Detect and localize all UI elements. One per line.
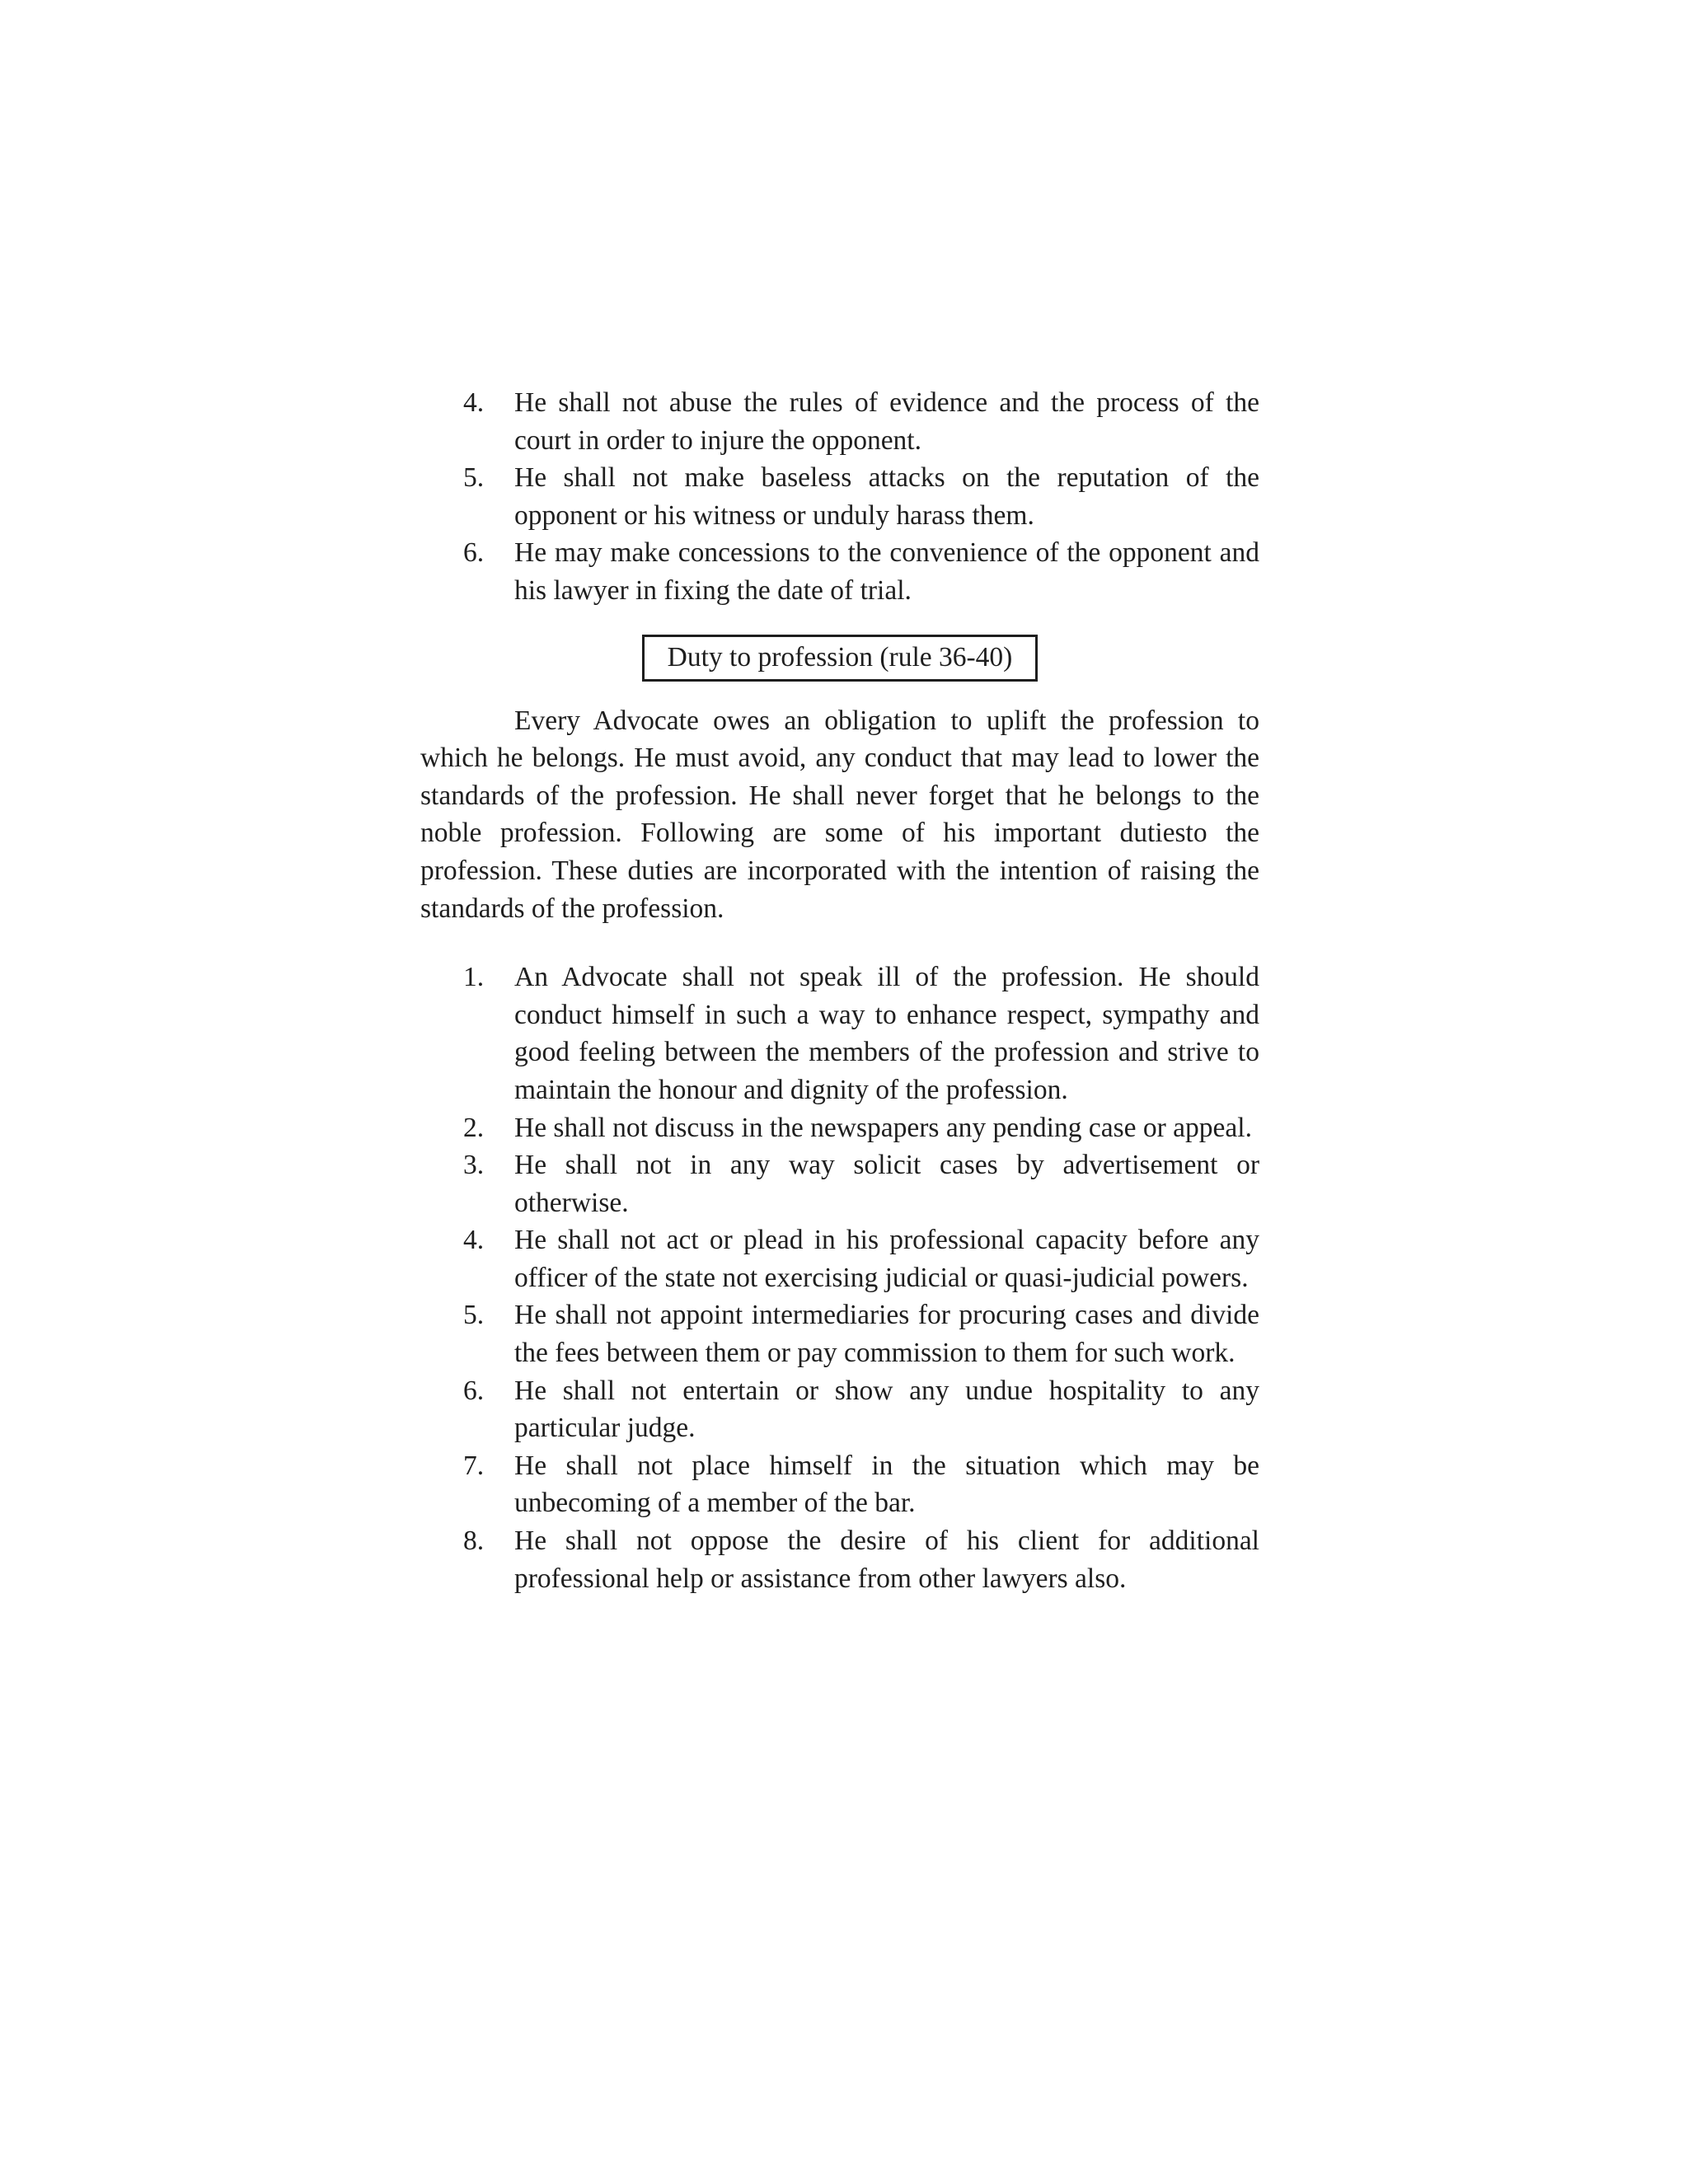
- list-item: [420, 384, 1259, 459]
- list-item-text: He shall not make baseless attacks on the reputation of the opponent or his witness or unduly harass them.: [514, 462, 1259, 531]
- profession-duties-list: [420, 958, 1259, 1597]
- list-item-text: He shall not discuss in the newspapers any pending case or appeal.: [514, 1112, 1252, 1143]
- list-item-number: 3.: [463, 1150, 485, 1181]
- list-item-text: He shall not abuse the rules of evidence and the process of the court in order to injure the opponent.: [514, 387, 1259, 456]
- list-item-number: 4.: [463, 387, 485, 418]
- document-page: [420, 384, 1259, 1597]
- list-item: [420, 459, 1259, 534]
- list-item: [420, 1221, 1259, 1296]
- list-item-text: He shall not oppose the desire of his client for additional professional help or assistance from other lawyers also.: [514, 1526, 1259, 1594]
- list-item: [420, 1522, 1259, 1597]
- intro-paragraph: Every Advocate owes an obligation to uplift the profession to which he belongs. He must avoid, any conduct that may lead to lower the standards of the profession. He shall never forget that he belongs to the noble profession. Following are some of his important dutiesto the profession. These duties are incorporated with the intention of raising the standards of the profession.: [420, 705, 1259, 924]
- list-item-text: He shall not appoint intermediaries for procuring cases and divide the fees between them or pay commission to them for such work.: [514, 1300, 1259, 1369]
- list-item-text: He may make concessions to the convenience of the opponent and his lawyer in fixing the date of trial.: [514, 537, 1259, 606]
- list-item: [420, 534, 1259, 609]
- list-item-number: 8.: [463, 1526, 485, 1557]
- list-item-number: 6.: [463, 537, 485, 569]
- list-item-text: He shall not entertain or show any undue hospitality to any particular judge.: [514, 1375, 1259, 1444]
- list-item-text: He shall not act or plead in his professional capacity before any officer of the state not exercising judicial or quasi-judicial powers.: [514, 1225, 1259, 1293]
- opponent-duties-list: [420, 384, 1259, 610]
- list-item-number: 5.: [463, 462, 485, 494]
- section-heading: Duty to profession (rule 36-40): [642, 635, 1039, 682]
- list-item-text: He shall not place himself in the situation which may be unbecoming of a member of the bar.: [514, 1450, 1259, 1519]
- list-item-text: An Advocate shall not speak ill of the profession. He should conduct himself in such a way to enhance respect, sympathy and good feeling between the members of the profession and strive to maintain the honour and dignity of the profession.: [514, 962, 1259, 1105]
- section-heading-wrap: [420, 635, 1259, 682]
- list-item-number: 5.: [463, 1300, 485, 1331]
- list-item-text: He shall not in any way solicit cases by advertisement or otherwise.: [514, 1150, 1259, 1218]
- list-item: [420, 1372, 1259, 1447]
- list-item-number: 6.: [463, 1375, 485, 1406]
- list-item: [420, 1109, 1259, 1147]
- list-item: [420, 958, 1259, 1108]
- list-item-number: 7.: [463, 1450, 485, 1481]
- list-item-number: 4.: [463, 1225, 485, 1256]
- list-item-number: 2.: [463, 1112, 485, 1143]
- list-item: [420, 1146, 1259, 1221]
- list-item: [420, 1447, 1259, 1522]
- list-item: [420, 1296, 1259, 1371]
- list-item-number: 1.: [463, 962, 485, 993]
